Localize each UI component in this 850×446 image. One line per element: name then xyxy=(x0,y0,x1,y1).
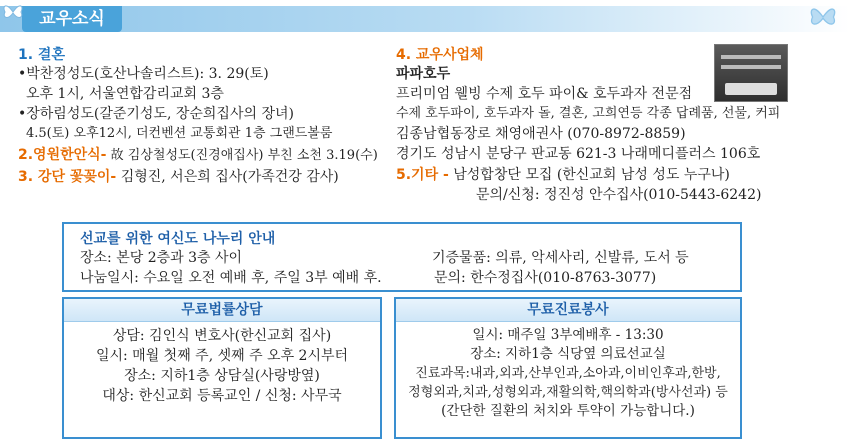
altar-flower-detail: 김형진, 서은희 집사(가족건강 감사) xyxy=(116,169,339,185)
mission-title: 선교를 위한 여신도 나누리 안내 xyxy=(80,231,276,247)
etc-detail: 남성합창단 모집 (한신교회 남성 성도 누구나) xyxy=(448,167,730,183)
mission-contact: 문의: 한수정집사(010-8763-3077) xyxy=(434,270,657,286)
medical-note: (간단한 질환의 처치와 투약이 가능합니다.) xyxy=(441,403,695,419)
medical-service-box xyxy=(394,297,742,439)
header-band xyxy=(0,0,850,38)
medical-title: 무료진료봉사 xyxy=(396,299,740,322)
wedding-detail: 4.5(토) 오후12시, 더컨벤션 교통회관 1층 그랜드볼룸 xyxy=(26,126,333,141)
funeral-heading: 2.영원한안식- xyxy=(18,147,107,163)
legal-title: 무료법률상담 xyxy=(64,299,380,322)
mission-items: 기증물품: 의류, 악세사리, 신발류, 도서 등 xyxy=(432,250,689,266)
wedding-heading: 1. 결혼 xyxy=(18,47,65,63)
funeral-detail: 故 김상철성도(진경애집사) 부친 소천 3.19(수) xyxy=(106,148,378,163)
business-products: 수제 호두파이, 호두과자 돌, 결혼, 고희연등 각종 답례품, 선물, 커피 xyxy=(396,106,781,121)
medical-place: 장소: 지하1층 식당옆 의료선교실 xyxy=(470,346,666,362)
business-address: 경기도 성남시 분당구 판교동 621-3 나래메디플러스 106호 xyxy=(396,146,761,162)
business-heading: 4. 교우사업체 xyxy=(396,47,484,63)
business-name: 파파호두 xyxy=(396,66,451,82)
mission-place: 장소: 본당 2층과 3층 사이 xyxy=(80,250,243,266)
header-gradient-bar xyxy=(0,6,850,32)
left-column xyxy=(18,44,388,187)
etc-contact: 문의/신청: 정진성 안수집사(010-5443-6242) xyxy=(476,187,762,203)
legal-counselor: 상담: 김인식 변호사(한신교회 집사) xyxy=(112,328,332,344)
legal-place: 장소: 지하1층 상담실(사랑방옆) xyxy=(124,368,320,384)
mission-sharing-box xyxy=(62,222,742,292)
section-title: 교우소식 xyxy=(22,6,122,32)
mission-days: 나눔일시: 수요일 오전 예배 후, 주일 3부 예배 후. xyxy=(80,270,382,286)
business-description: 프리미엄 웰빙 수제 호두 파이& 호두과자 전문점 xyxy=(396,86,693,102)
altar-flower-heading: 3. 강단 꽃꽂이- xyxy=(18,169,117,185)
business-contact: 김종남협동장로 채영애권사 (070-8972-8859) xyxy=(396,126,686,142)
legal-schedule: 일시: 매월 첫째 주, 셋째 주 오후 2시부터 xyxy=(95,348,349,364)
butterfly-icon xyxy=(2,2,24,22)
shop-photo xyxy=(714,44,788,102)
wedding-entry: •장하림성도(갈준기성도, 장순희집사의 장녀) xyxy=(18,106,294,122)
legal-consultation-box xyxy=(62,297,382,439)
wedding-entry: •박찬정성도(호산나솔리스트): 3. 29(토) xyxy=(18,66,269,82)
etc-heading: 5.기타 - xyxy=(396,167,449,183)
medical-departments-cont: 정형외과,치과,성형외과,재활의학,핵의학과(방사선과) 등 xyxy=(408,385,728,400)
medical-departments: 진료과목:내과,외과,산부인과,소아과,이비인후과,한방, xyxy=(415,366,721,381)
legal-target: 대상: 한신교회 등록교인 / 신청: 사무국 xyxy=(102,388,342,404)
wedding-detail: 오후 1시, 서울연합감리교회 3층 xyxy=(26,86,224,102)
medical-schedule: 일시: 매주일 3부예배후 - 13:30 xyxy=(472,327,664,343)
butterfly-icon xyxy=(808,4,838,30)
